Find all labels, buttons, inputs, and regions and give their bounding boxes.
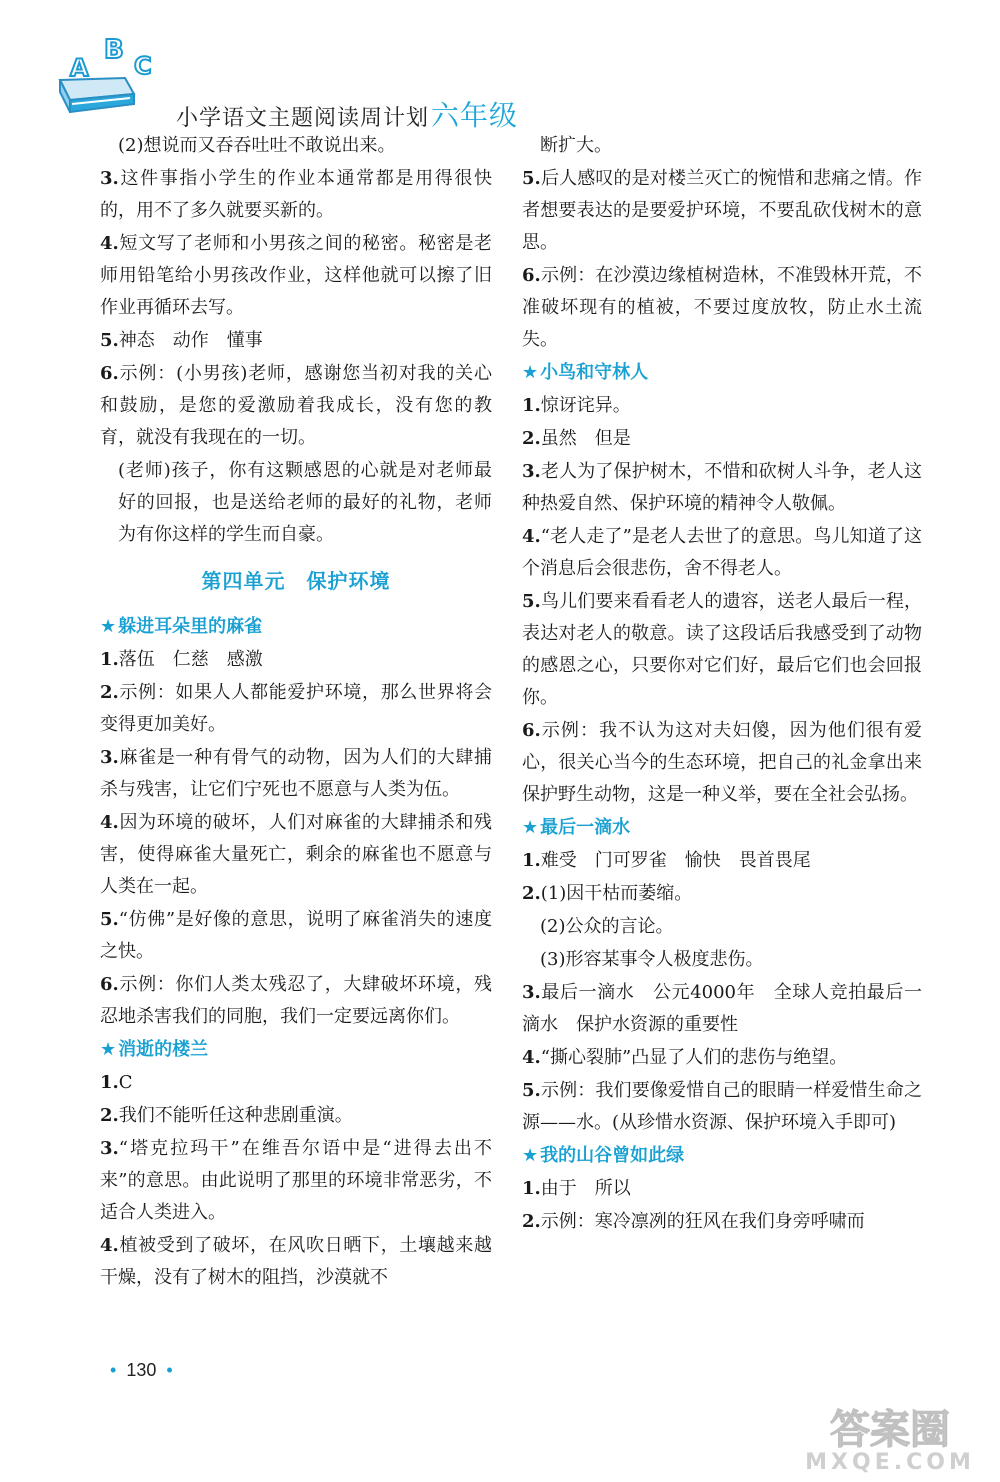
answer-text: 最后一滴水 公元4000年 全球人竞拍最后一滴水 保护水资源的重要性: [522, 982, 922, 1035]
answer-item: [522, 260, 922, 356]
answer-item: [522, 715, 922, 811]
answer-text: 老人为了保护树木，不惜和砍树人斗争，老人这种热爱自然、保护环境的精神令人敬佩。: [522, 461, 922, 514]
answer-item: [522, 1173, 922, 1205]
answer-number: 3.: [100, 1138, 119, 1159]
answer-text: 麻雀是一种有骨气的动物，因为人们的大肆捕杀与残害，让它们宁死也不愿意与人类为伍。: [100, 747, 492, 800]
section-title: 消逝的楼兰: [118, 1039, 209, 1060]
page-number: [100, 1360, 183, 1381]
answer-text: 难受 门可罗雀 愉快 畏首畏尾: [540, 850, 811, 871]
answer-item: [100, 1133, 492, 1229]
answer-text: 我们不能听任这种悲剧重演。: [118, 1105, 353, 1126]
answer-item: [522, 1042, 922, 1074]
book-title-main: 小学语文主题阅读周计划: [176, 106, 430, 131]
section-title: 躲进耳朵里的麻雀: [118, 616, 263, 637]
answer-text: (1)因干枯而萎缩。: [540, 883, 693, 904]
answer-text: 示例：如果人人都能爱护环境，那么世界将会变得更加美好。: [100, 682, 492, 735]
answer-number: 5.: [522, 1080, 541, 1101]
star-icon: ★: [522, 362, 539, 383]
answer-item: [100, 1067, 492, 1099]
star-icon: ★: [100, 616, 117, 637]
answer-number: 3.: [100, 747, 119, 768]
answer-text: 由于 所以: [540, 1178, 631, 1199]
section-heading: [522, 357, 922, 389]
answer-item: [522, 586, 922, 714]
book-title: [176, 94, 518, 134]
star-icon: ★: [522, 817, 539, 838]
svg-text:MXQE.COM: MXQE.COM: [805, 1450, 975, 1475]
answer-number: 2.: [522, 883, 541, 904]
section-heading: [522, 812, 922, 844]
answer-item: [100, 228, 492, 324]
answer-number: 1.: [100, 1072, 119, 1093]
svg-text:答案圈: 答案圈: [830, 1407, 950, 1453]
answer-item: [522, 911, 922, 943]
answer-text: 这件事指小学生的作业本通常都是用得很快的，用不了多久就要买新的。: [100, 168, 492, 221]
answer-number: 3.: [522, 461, 541, 482]
answer-number: 2.: [100, 1105, 119, 1126]
answer-item: [522, 1206, 922, 1238]
answer-number: 5.: [522, 591, 541, 612]
answer-number: 5.: [100, 330, 119, 351]
answer-text: 示例：寒冷凛冽的狂风在我们身旁呼啸而: [540, 1211, 865, 1232]
answer-number: 3.: [522, 982, 541, 1003]
answer-text: 示例：你们人类太残忍了，大肆破坏环境，残忍地杀害我们的同胞，我们一定要远离你们。: [100, 974, 492, 1027]
answer-item: [522, 845, 922, 877]
answer-item: [522, 944, 922, 976]
star-icon: ★: [522, 1145, 539, 1166]
answer-item: [522, 456, 922, 520]
answer-text: (3)形容某事令人极度悲伤。: [540, 949, 764, 970]
answer-number: 4.: [100, 812, 119, 833]
section-heading: [100, 1034, 492, 1066]
answer-number: 2.: [100, 682, 119, 703]
svg-text:A: A: [70, 54, 89, 82]
answer-text: (老师)孩子，你有这颗感恩的心就是对老师最好的回报，也是送给老师的最好的礼物，老师为有你这样的学生而自豪。: [118, 460, 492, 545]
answer-text: 神态 动作 懂事: [118, 330, 263, 351]
section-title: 小鸟和守林人: [540, 362, 649, 383]
answer-number: 5.: [522, 168, 541, 189]
answer-number: 3.: [100, 168, 119, 189]
star-icon: ★: [100, 1039, 117, 1060]
book-title-grade: 六年级: [431, 99, 519, 132]
right-column: [522, 130, 922, 1239]
answer-number: 1.: [522, 395, 541, 416]
answer-number: 4.: [522, 1047, 541, 1068]
answer-text: 示例：我不认为这对夫妇傻，因为他们很有爱心，很关心当今的生态环境，把自己的礼金拿出来保护野生动物，这是一种义举，要在全社会弘扬。: [522, 720, 922, 805]
answer-item: [100, 1100, 492, 1132]
answer-number: 6.: [100, 974, 119, 995]
answer-number: 1.: [522, 1178, 541, 1199]
answer-item: [100, 325, 492, 357]
answer-item: [522, 977, 922, 1041]
answer-text: “仿佛”是好像的意思，说明了麻雀消失的速度之快。: [100, 909, 492, 962]
page-dot-right: •: [166, 1360, 173, 1380]
answer-item: [100, 969, 492, 1033]
answer-item: [522, 878, 922, 910]
answer-text: 示例：(小男孩)老师，感谢您当初对我的关心和鼓励，是您的爱激励着我成长，没有您的教育，就没有我现在的一切。: [100, 363, 492, 448]
answer-item: [522, 163, 922, 259]
answer-item: [100, 904, 492, 968]
svg-text:C: C: [134, 52, 152, 80]
abc-book-logo-icon: [30, 20, 170, 120]
answer-item: [522, 521, 922, 585]
answer-item: [100, 130, 492, 162]
answer-text: 示例：我们要像爱惜自己的眼睛一样爱惜生命之源——水。(从珍惜水资源、保护环境入手即可): [522, 1080, 922, 1133]
answer-number: 1.: [522, 850, 541, 871]
section-heading: [522, 1140, 922, 1172]
answer-text: (2)想说而又吞吞吐吐不敢说出来。: [118, 135, 396, 156]
answer-text: 断扩大。: [540, 135, 612, 156]
answer-text: 因为环境的破坏，人们对麻雀的大肆捕杀和残害，使得麻雀大量死亡，剩余的麻雀也不愿意与人类在一起。: [100, 812, 492, 897]
svg-text:B: B: [104, 35, 124, 65]
answer-text: “撕心裂肺”凸显了人们的悲伤与绝望。: [540, 1047, 848, 1068]
answer-item: [100, 358, 492, 454]
answer-item: [522, 390, 922, 422]
answer-item: [522, 1075, 922, 1139]
section-heading: [100, 611, 492, 643]
answer-number: 2.: [522, 1211, 541, 1232]
unit-title: 第四单元 保护环境: [201, 569, 391, 593]
answer-number: 4.: [522, 526, 541, 547]
page-dot-left: •: [110, 1360, 117, 1380]
answer-text: 短文写了老师和小男孩之间的秘密。秘密是老师用铅笔给小男孩改作业，这样他就可以擦了旧作业再循环去写。: [100, 233, 492, 318]
answer-number: 1.: [100, 649, 119, 670]
answer-text: (2)公众的言论。: [540, 916, 674, 937]
answer-text: “塔克拉玛干”在维吾尔语中是“进得去出不来”的意思。由此说明了那里的环境非常恶劣，不适合人类进入。: [100, 1138, 492, 1223]
answer-number: 6.: [100, 363, 119, 384]
answer-number: 4.: [100, 1235, 119, 1256]
answer-text: 后人感叹的是对楼兰灭亡的惋惜和悲痛之情。作者想要表达的是要爱护环境，不要乱砍伐树木的意思。: [522, 168, 922, 253]
answer-number: 2.: [522, 428, 541, 449]
answer-item: [100, 163, 492, 227]
answer-text: “老人走了”是老人去世了的意思。鸟儿知道了这个消息后会很悲伤，舍不得老人。: [522, 526, 922, 579]
answer-text: 示例：在沙漠边缘植树造林，不准毁林开荒，不准破坏现有的植被，不要过度放牧，防止水土流失。: [522, 265, 922, 350]
answer-item: [100, 807, 492, 903]
answer-item: [100, 742, 492, 806]
answer-number: 6.: [522, 265, 541, 286]
answer-text: 惊讶诧异。: [540, 395, 631, 416]
answer-number: 5.: [100, 909, 119, 930]
section-title: 最后一滴水: [540, 817, 631, 838]
answer-text: 落伍 仁慈 感激: [118, 649, 263, 670]
answer-item: [522, 423, 922, 455]
answer-number: 4.: [100, 233, 119, 254]
page-number-value: 130: [126, 1360, 157, 1380]
answer-text: 植被受到了破坏，在风吹日晒下，土壤越来越干燥，没有了树木的阻挡，沙漠就不: [100, 1235, 492, 1288]
answer-text: C: [118, 1072, 133, 1093]
answer-item: [100, 455, 492, 551]
answer-number: 6.: [522, 720, 541, 741]
answer-text: 虽然 但是: [540, 428, 631, 449]
answer-text: 鸟儿们要来看看老人的遗容，送老人最后一程，表达对老人的敬意。读了这段话后我感受到了动物的感恩之心，只要你对它们好，最后它们也会回报你。: [522, 591, 922, 708]
left-column: [100, 130, 492, 1295]
section-title: 我的山谷曾如此绿: [540, 1145, 685, 1166]
page-header: [30, 20, 630, 132]
answer-item: [100, 1230, 492, 1294]
answer-item: [522, 130, 922, 162]
answer-item: [100, 644, 492, 676]
answer-item: [100, 677, 492, 741]
watermark-logo: [790, 1395, 990, 1475]
